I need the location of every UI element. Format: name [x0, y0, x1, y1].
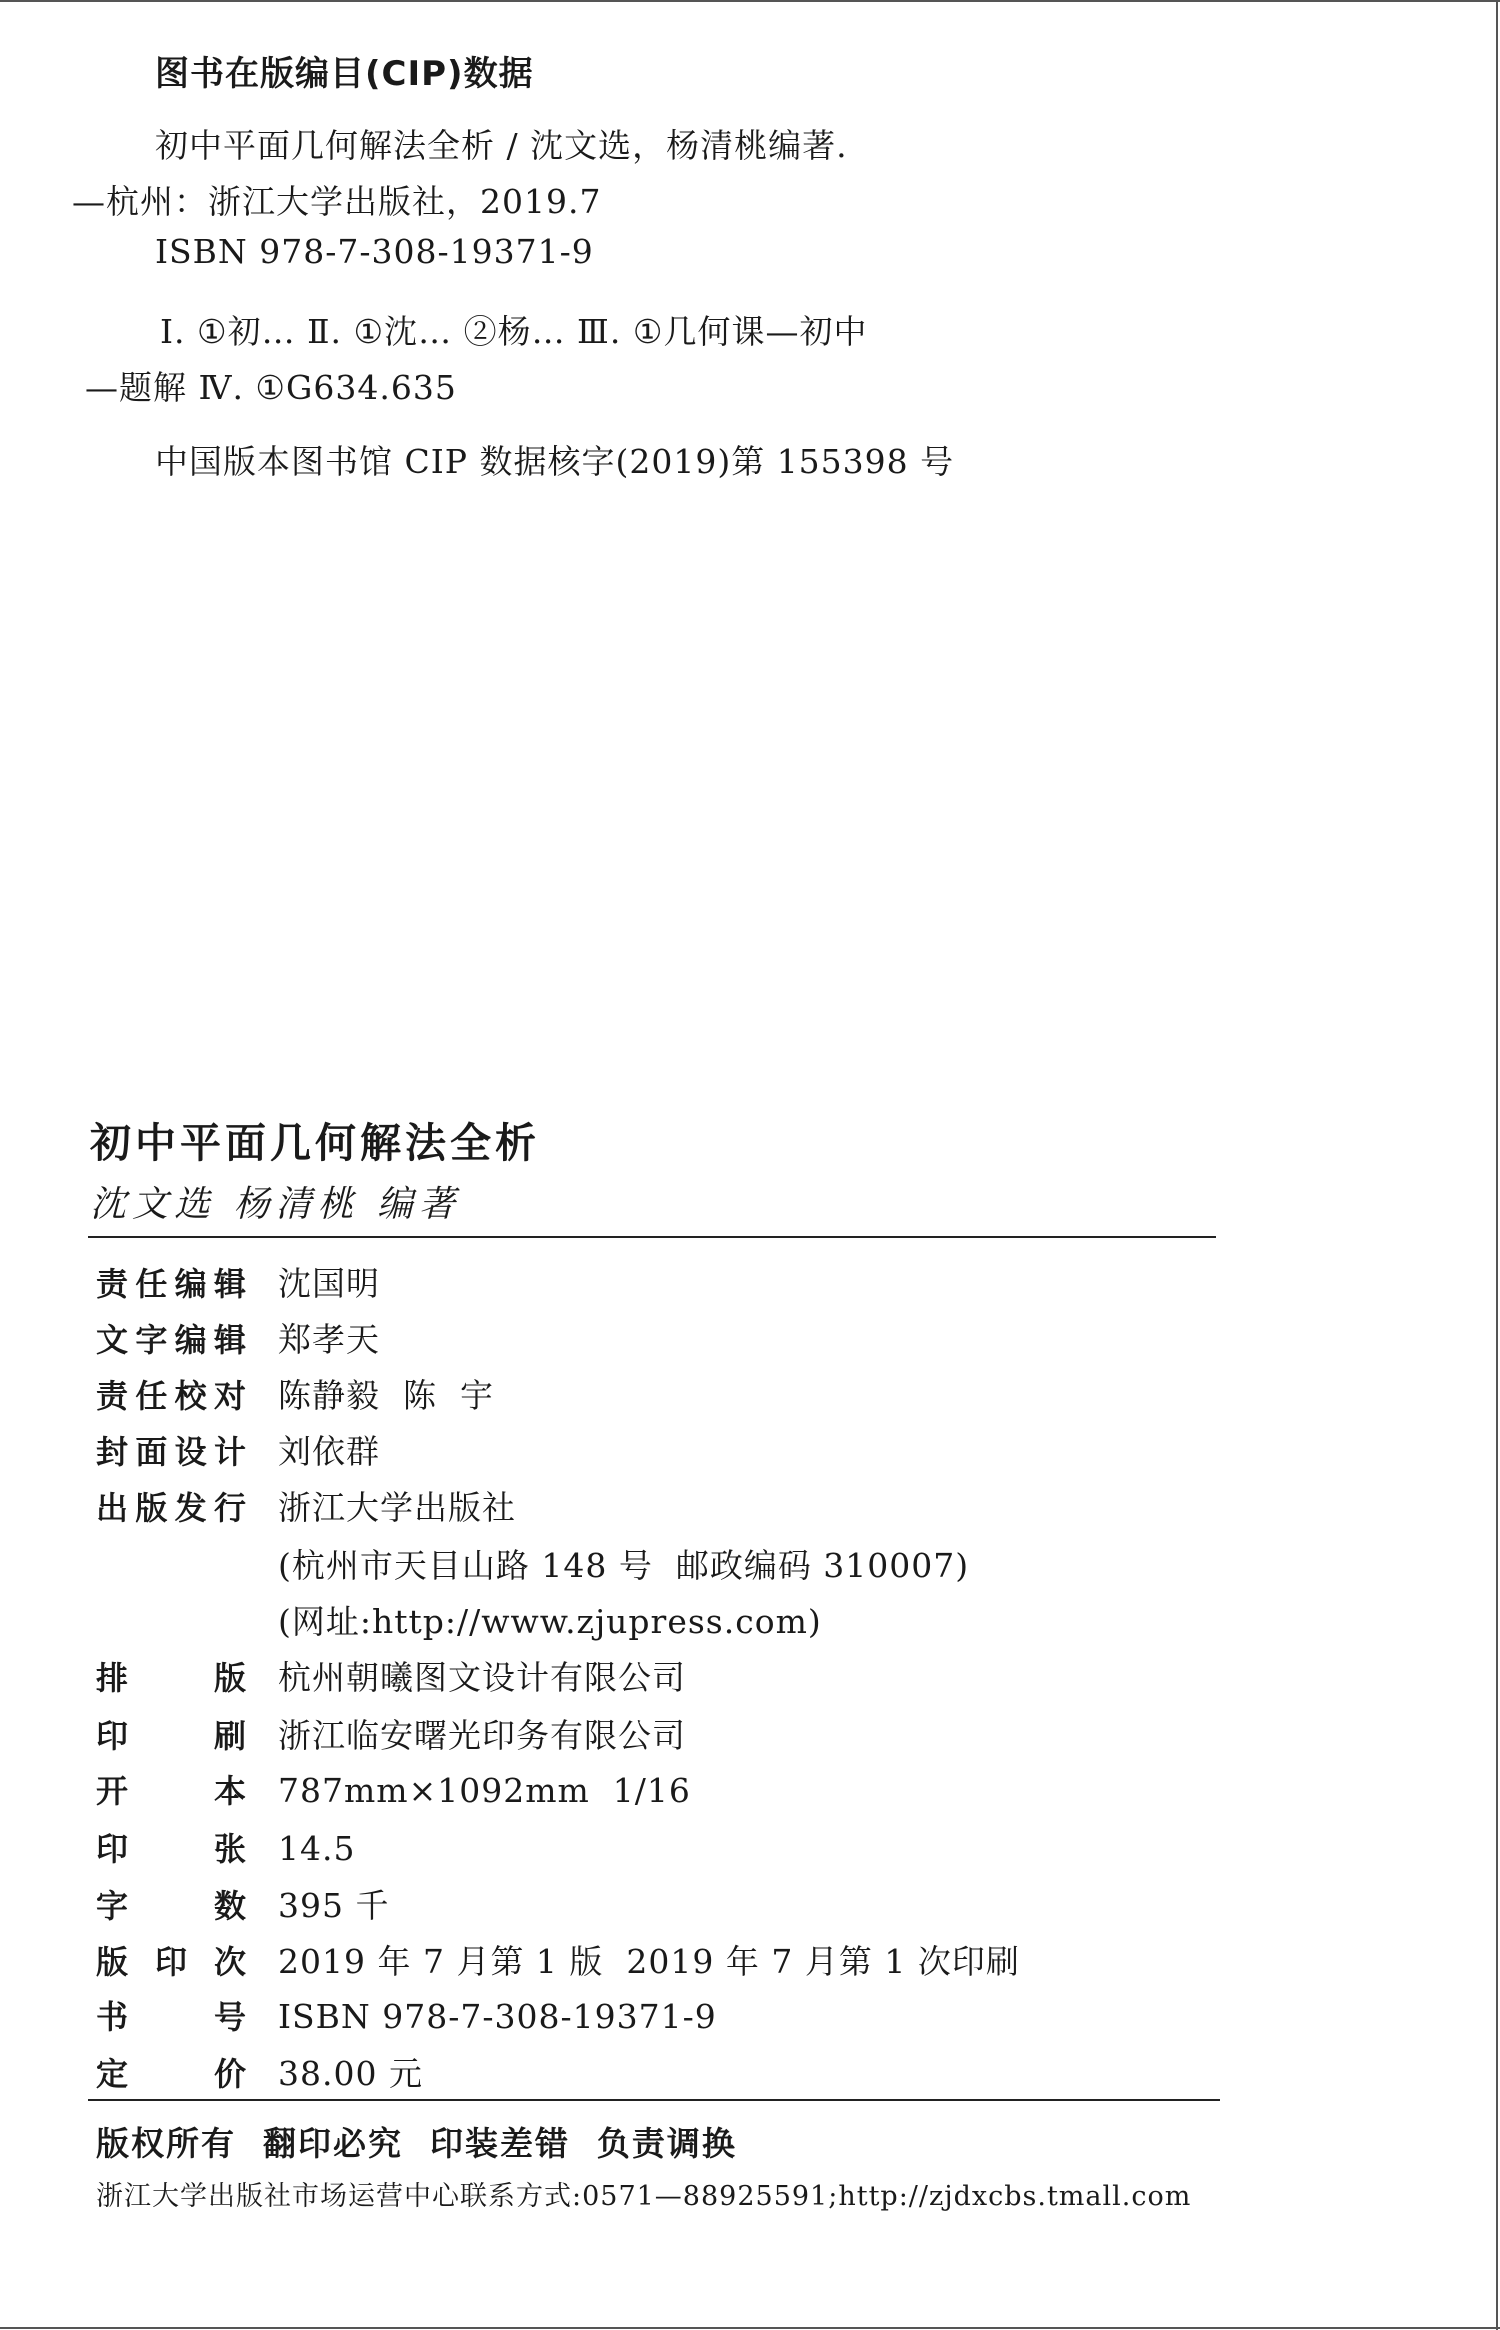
footer-divider [88, 2099, 1220, 2101]
imprint-label: 开 本 [96, 1772, 246, 1810]
page-border-right [1496, 0, 1498, 2330]
book-title: 初中平面几何解法全析 [90, 1119, 540, 1167]
imprint-value: 沈国明 [278, 1264, 380, 1303]
cip-classification-line2: —题解 Ⅳ. ①G634.635 [85, 368, 457, 407]
imprint-label: 责 任 校 对 [96, 1377, 246, 1415]
imprint-value: ISBN 978-7-308-19371-9 [278, 1997, 717, 2036]
imprint-value: 杭州朝曦图文设计有限公司 [278, 1658, 686, 1697]
imprint-label: 定 价 [96, 2055, 246, 2093]
imprint-label: 版 印 次 [96, 1943, 246, 1981]
cip-title-line: 初中平面几何解法全析 / 沈文选，杨清桃编著. [155, 126, 848, 165]
page-border-top [0, 0, 1500, 2]
imprint-row [96, 1992, 717, 2038]
imprint-value: (杭州市天目山路 148 号 邮政编码 310007) [278, 1546, 970, 1585]
imprint-label: 文 字 编 辑 [96, 1321, 246, 1359]
imprint-label: 出 版 发 行 [96, 1489, 246, 1527]
imprint-row [96, 2048, 423, 2095]
cip-number: 中国版本图书馆 CIP 数据核字(2019)第 155398 号 [155, 442, 955, 481]
imprint-label: 排 版 [96, 1659, 246, 1697]
imprint-value: 郑孝天 [278, 1320, 380, 1359]
title-divider [88, 1236, 1216, 1238]
imprint-row [96, 1880, 389, 1927]
imprint-value: (网址:http://www.zjupress.com) [278, 1602, 822, 1641]
book-authors: 沈文选 杨清桃 编著 [90, 1184, 461, 1225]
imprint-label: 印 刷 [96, 1717, 246, 1755]
imprint-row [96, 1824, 355, 1870]
imprint-row [96, 1652, 686, 1699]
imprint-row [96, 1314, 380, 1361]
imprint-row [96, 1710, 686, 1757]
imprint-label: 封 面 设 计 [96, 1433, 246, 1471]
imprint-row [96, 1258, 380, 1305]
imprint-label: 责 任 编 辑 [96, 1265, 246, 1303]
cip-heading: 图书在版编目(CIP)数据 [155, 54, 534, 94]
imprint-row [96, 1370, 494, 1417]
imprint-row [96, 1540, 969, 1587]
imprint-label: 印 张 [96, 1830, 246, 1868]
imprint-value: 395 千 [278, 1886, 390, 1925]
page-border-bottom [0, 2327, 1500, 2329]
rights-notice: 版权所有 翻印必究 印装差错 负责调换 [96, 2124, 737, 2163]
imprint-row [96, 1596, 822, 1643]
contact-info: 浙江大学出版社市场运营中心联系方式:0571—88925591;http://zjdxcbs.tmall.com [96, 2181, 1192, 2212]
imprint-value: 陈静毅 陈 宇 [278, 1376, 494, 1415]
imprint-row [96, 1936, 1020, 1983]
imprint-row [96, 1766, 691, 1812]
cip-publisher-line: —杭州：浙江大学出版社，2019.7 [72, 182, 602, 221]
cip-classification-line1: Ⅰ. ①初… Ⅱ. ①沈… ②杨… Ⅲ. ①几何课—初中 [160, 312, 868, 351]
imprint-value: 刘依群 [278, 1432, 380, 1471]
imprint-value: 787mm×1092mm 1/16 [278, 1771, 691, 1810]
imprint-value: 浙江临安曙光印务有限公司 [278, 1716, 686, 1755]
imprint-row [96, 1482, 516, 1529]
imprint-value: 14.5 [278, 1829, 356, 1868]
imprint-label: 书 号 [96, 1998, 246, 2036]
imprint-row [96, 1426, 380, 1473]
imprint-label: 字 数 [96, 1887, 246, 1925]
imprint-value: 2019 年 7 月第 1 版 2019 年 7 月第 1 次印刷 [278, 1942, 1020, 1981]
imprint-value: 浙江大学出版社 [278, 1488, 516, 1527]
cip-isbn: ISBN 978-7-308-19371-9 [155, 232, 594, 271]
imprint-value: 38.00 元 [278, 2054, 423, 2093]
